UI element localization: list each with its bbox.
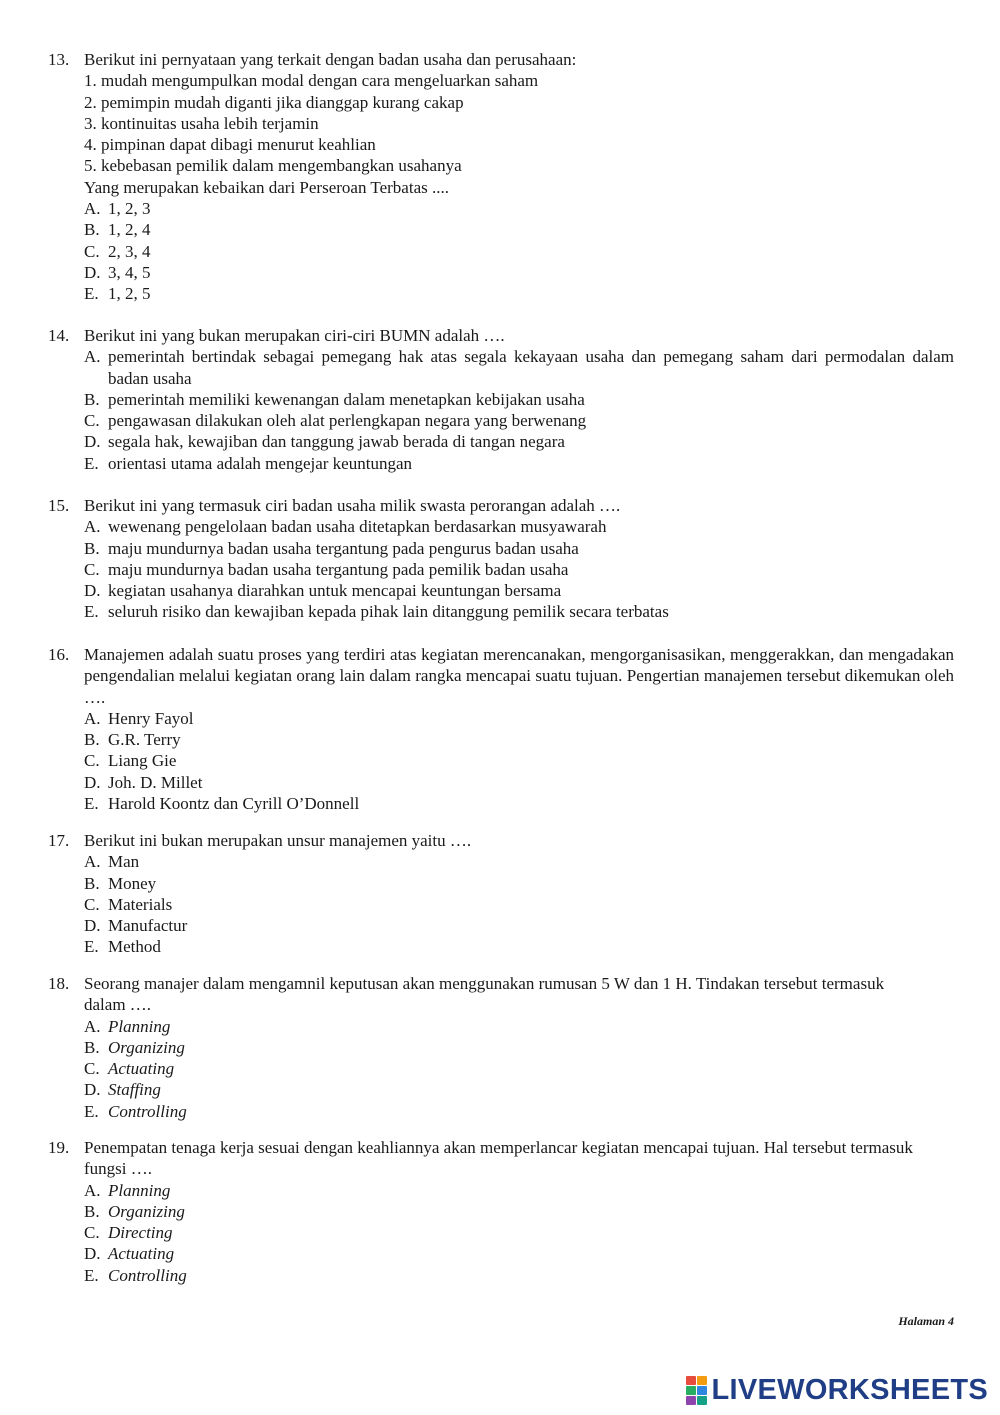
option-text: 1, 2, 5: [108, 284, 151, 304]
answer-option[interactable]: [84, 453, 954, 474]
answer-option[interactable]: [84, 198, 954, 219]
option-letter: D.: [84, 1080, 101, 1100]
answer-option[interactable]: [84, 516, 954, 537]
question-stem: Berikut ini yang termasuk ciri badan usaha milik swasta perorangan adalah ….: [84, 496, 621, 515]
option-letter: B.: [84, 873, 100, 893]
question-number: 13.: [48, 50, 70, 69]
question-19: [48, 1137, 954, 1286]
question-18: [48, 973, 954, 1122]
option-letter: E.: [84, 453, 99, 473]
option-letter: D.: [84, 581, 101, 601]
option-text: pemerintah memiliki kewenangan dalam menetapkan kebijakan usaha: [108, 389, 585, 409]
option-letter: C.: [84, 1059, 100, 1079]
option-text: Man: [108, 852, 140, 872]
option-letter: A.: [84, 1180, 101, 1200]
option-letter: C.: [84, 751, 100, 771]
question-number: 17.: [48, 831, 70, 850]
option-letter: E.: [84, 937, 99, 957]
option-text: Money: [108, 873, 157, 893]
answer-option[interactable]: [84, 1079, 954, 1100]
option-letter: A.: [84, 1016, 101, 1036]
option-text: pemerintah bertindak sebagai pemegang hak atas segala kekayaan usaha dan pemegang saham dari permodalan dalam badan usaha: [108, 347, 954, 388]
option-text: segala hak, kewajiban dan tanggung jawab berada di tangan negara: [108, 432, 565, 452]
answer-option[interactable]: [84, 750, 954, 771]
answer-option[interactable]: [84, 431, 954, 452]
answer-option[interactable]: [84, 538, 954, 559]
option-letter: A.: [84, 517, 101, 537]
question-prompt: Yang merupakan kebaikan dari Perseroan Terbatas ....: [84, 177, 449, 197]
question-16: [48, 644, 954, 814]
answer-option[interactable]: [84, 1201, 954, 1222]
option-text: 3, 4, 5: [108, 262, 151, 282]
option-text: Planning: [108, 1180, 171, 1200]
option-letter: E.: [84, 284, 99, 304]
answer-option[interactable]: [84, 262, 954, 283]
answer-option[interactable]: [84, 915, 954, 936]
answer-option[interactable]: [84, 1101, 954, 1122]
question-stem: Berikut ini yang bukan merupakan ciri-ciri BUMN adalah ….: [84, 326, 505, 345]
option-text: maju mundurnya badan usaha tergantung pada pengurus badan usaha: [108, 538, 579, 558]
option-letter: C.: [84, 894, 100, 914]
answer-option[interactable]: [84, 219, 954, 240]
option-letter: C.: [84, 559, 100, 579]
answer-option[interactable]: [84, 1016, 954, 1037]
option-text: Staffing: [108, 1080, 161, 1100]
option-letter: D.: [84, 916, 101, 936]
option-text: Controlling: [108, 1265, 187, 1285]
option-letter: B.: [84, 1201, 100, 1221]
option-text: Controlling: [108, 1101, 187, 1121]
option-letter: D.: [84, 772, 101, 792]
option-text: Joh. D. Millet: [108, 772, 203, 792]
option-text: 1, 2, 4: [108, 220, 151, 240]
question-number: 19.: [48, 1138, 70, 1157]
answer-option[interactable]: [84, 1222, 954, 1243]
statement-item: 4. pimpinan dapat dibagi menurut keahlian: [84, 135, 376, 155]
option-letter: A.: [84, 347, 101, 367]
option-letter: A.: [84, 708, 101, 728]
answer-option[interactable]: [84, 936, 954, 957]
answer-option[interactable]: [84, 1058, 954, 1079]
question-stem: Berikut ini bukan merupakan unsur manajemen yaitu ….: [84, 831, 472, 850]
question-17: [48, 830, 954, 958]
brand-name: LIVEWORKSHEETS: [711, 1374, 988, 1406]
option-letter: A.: [84, 852, 101, 872]
question-number: 16.: [48, 645, 70, 664]
option-letter: D.: [84, 262, 101, 282]
statement-item: 5. kebebasan pemilik dalam mengembangkan usahanya: [84, 156, 462, 176]
answer-option[interactable]: [84, 389, 954, 410]
answer-option[interactable]: [84, 793, 954, 814]
statement-item: 1. mudah mengumpulkan modal dengan cara mengeluarkan saham: [84, 71, 539, 91]
answer-option[interactable]: [84, 851, 954, 872]
option-text: seluruh risiko dan kewajiban kepada pihak lain ditanggung pemilik secara terbatas: [108, 602, 669, 622]
option-text: wewenang pengelolaan badan usaha ditetapkan berdasarkan musyawarah: [108, 517, 607, 537]
option-text: Method: [108, 937, 161, 957]
answer-option[interactable]: [84, 580, 954, 601]
answer-option[interactable]: [84, 894, 954, 915]
option-letter: E.: [84, 602, 99, 622]
answer-option[interactable]: [84, 559, 954, 580]
option-letter: D.: [84, 1244, 101, 1264]
option-text: Harold Koontz dan Cyrill O’Donnell: [108, 794, 360, 814]
option-text: Henry Fayol: [108, 708, 194, 728]
option-letter: B.: [84, 538, 100, 558]
option-text: Actuating: [108, 1059, 175, 1079]
option-text: Directing: [108, 1223, 173, 1243]
question-14: [48, 325, 954, 474]
question-stem: Manajemen adalah suatu proses yang terdiri atas kegiatan merencanakan, mengorganisasikan, menggerakkan, dan mengadakan pengendalian melalui kegiatan orang lain dalam rangka mencapai suatu tujuan. Pengertian manajemen tersebut dikemukan oleh ….: [84, 645, 954, 707]
option-letter: C.: [84, 1223, 100, 1243]
option-text: kegiatan usahanya diarahkan untuk mencapai keuntungan bersama: [108, 581, 562, 601]
answer-option[interactable]: [84, 283, 954, 304]
question-stem: Penempatan tenaga kerja sesuai dengan keahliannya akan memperlancar kegiatan mencapai tujuan. Hal tersebut termasuk fungsi ….: [84, 1138, 913, 1179]
option-letter: E.: [84, 794, 99, 814]
answer-option[interactable]: [84, 241, 954, 262]
answer-option[interactable]: [84, 873, 954, 894]
option-text: maju mundurnya badan usaha tergantung pada pemilik badan usaha: [108, 559, 569, 579]
option-letter: C.: [84, 241, 100, 261]
question-13: [48, 49, 954, 305]
option-text: Actuating: [108, 1244, 175, 1264]
option-letter: E.: [84, 1101, 99, 1121]
answer-option[interactable]: [84, 1037, 954, 1058]
answer-option[interactable]: [84, 1180, 954, 1201]
question-stem: Seorang manajer dalam mengamnil keputusan akan menggunakan rumusan 5 W dan 1 H. Tindakan tersebut termasuk dalam ….: [84, 974, 885, 1015]
question-stem: Berikut ini pernyataan yang terkait dengan badan usaha dan perusahaan:: [84, 50, 577, 69]
answer-option[interactable]: [84, 410, 954, 431]
option-text: Materials: [108, 894, 173, 914]
option-text: pengawasan dilakukan oleh alat perlengkapan negara yang berwenang: [108, 411, 587, 431]
answer-option[interactable]: [84, 1265, 954, 1286]
answer-option[interactable]: [84, 346, 954, 389]
logo-grid-icon: [686, 1376, 707, 1405]
option-text: Liang Gie: [108, 751, 177, 771]
option-letter: B.: [84, 389, 100, 409]
option-letter: B.: [84, 220, 100, 240]
option-text: 2, 3, 4: [108, 241, 151, 261]
option-letter: A.: [84, 199, 101, 219]
option-letter: B.: [84, 730, 100, 750]
option-text: Organizing: [108, 1037, 185, 1057]
option-letter: B.: [84, 1037, 100, 1057]
question-15: [48, 495, 954, 623]
statement-item: 2. pemimpin mudah diganti jika dianggap kurang cakap: [84, 92, 464, 112]
option-text: G.R. Terry: [108, 730, 181, 750]
question-number: 18.: [48, 974, 70, 993]
option-text: Manufactur: [108, 916, 188, 936]
answer-option[interactable]: [84, 772, 954, 793]
option-text: Planning: [108, 1016, 171, 1036]
option-text: Organizing: [108, 1201, 185, 1221]
question-number: 14.: [48, 326, 70, 345]
question-number: 15.: [48, 496, 70, 515]
answer-option[interactable]: [84, 601, 954, 622]
page-number: Halaman 4: [898, 1314, 954, 1328]
option-letter: C.: [84, 411, 100, 431]
statement-item: 3. kontinuitas usaha lebih terjamin: [84, 113, 319, 133]
answer-option[interactable]: [84, 708, 954, 729]
answer-option[interactable]: [84, 1243, 954, 1264]
option-text: orientasi utama adalah mengejar keuntungan: [108, 453, 412, 473]
liveworksheets-logo[interactable]: [686, 1376, 989, 1404]
option-letter: D.: [84, 432, 101, 452]
option-text: 1, 2, 3: [108, 199, 151, 219]
answer-option[interactable]: [84, 729, 954, 750]
option-letter: E.: [84, 1265, 99, 1285]
